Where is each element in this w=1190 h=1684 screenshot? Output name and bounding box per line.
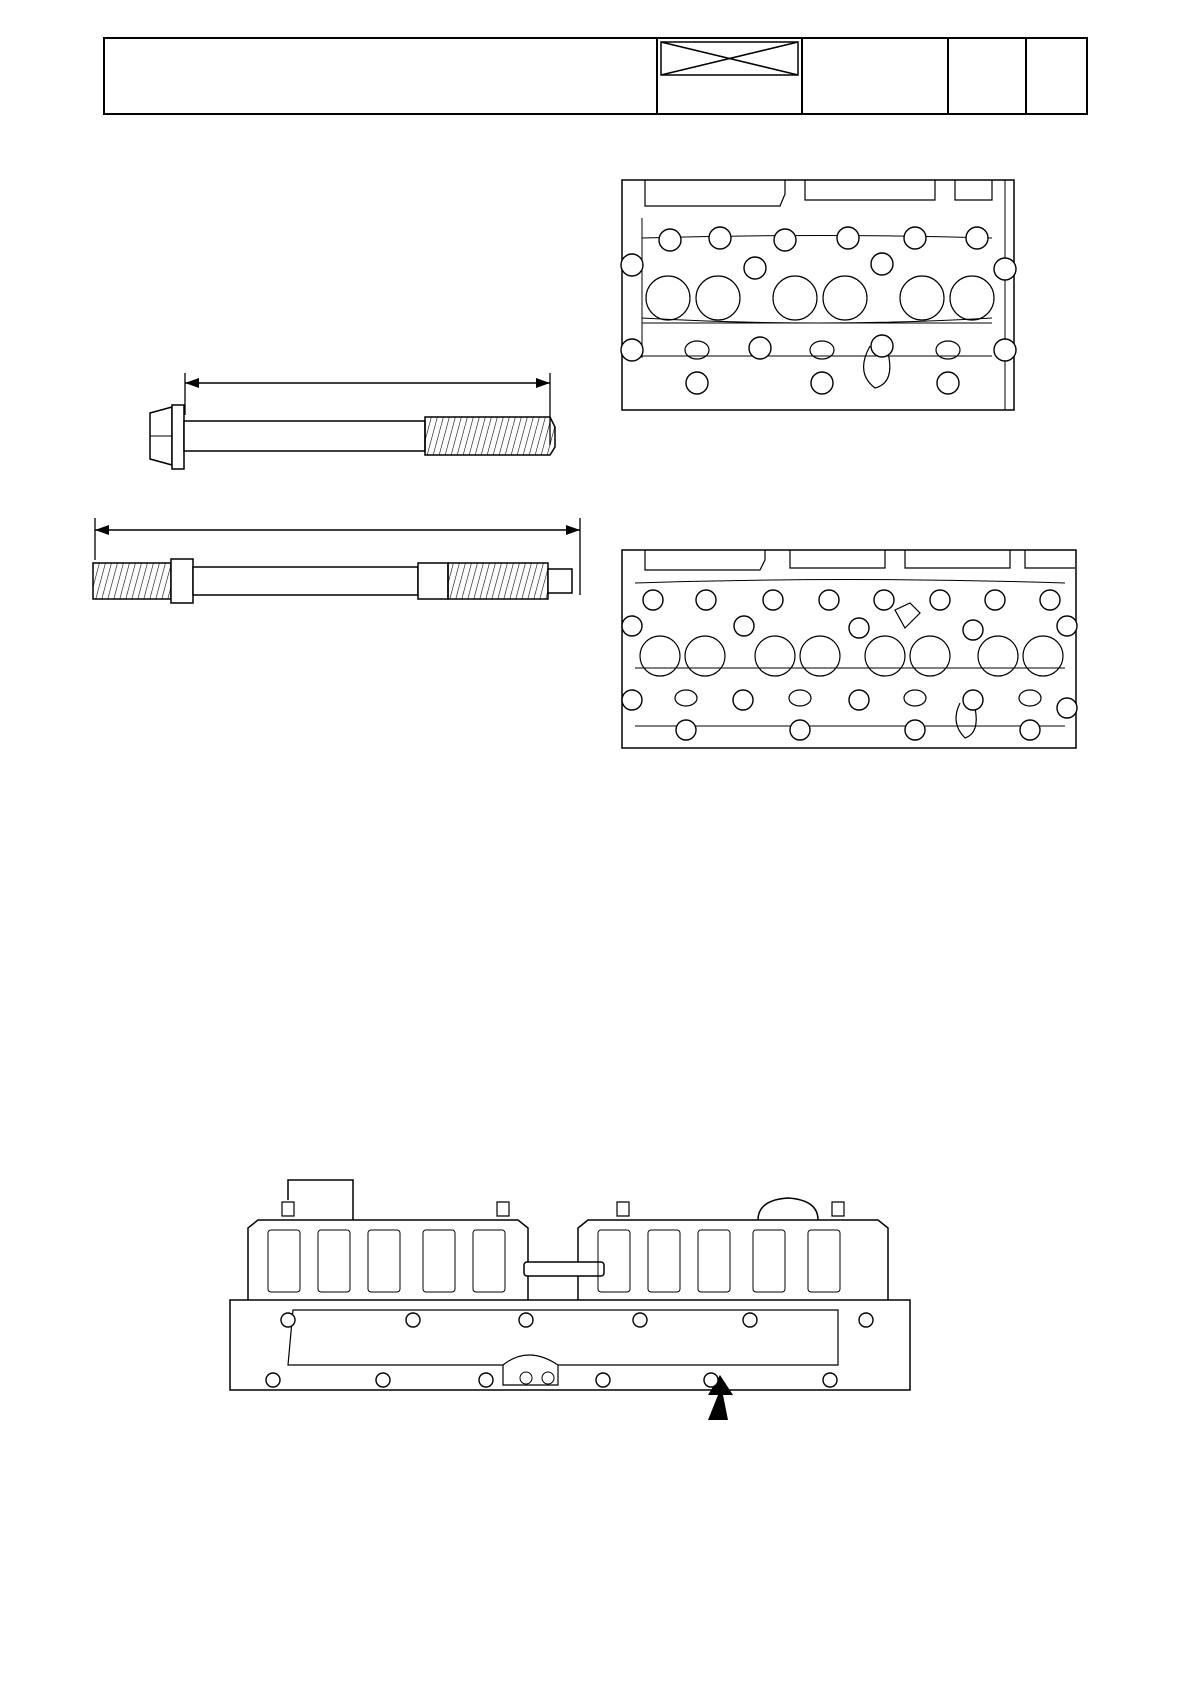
head-bolt-icon [1040,590,1060,610]
rocker-cover-rib [368,1230,400,1292]
head-bolt-icon [871,253,893,275]
valve-seat-icon [978,636,1018,676]
head-bolt-icon [744,257,766,279]
head-bolt-icon [994,339,1016,361]
head-bolt-icon [985,590,1005,610]
head-bolt-icon [904,227,926,249]
manifold-bolt-icon [596,1373,610,1387]
valve-seat-icon [950,276,994,320]
valve-seat-icon [800,636,840,676]
head-bolt-icon [849,618,869,638]
manifold-bolt-icon [406,1313,420,1327]
cylinder-head-4-cylinder-figure [620,178,1020,418]
head-bolt-icon [733,690,753,710]
head-bolt-icon [622,616,642,636]
head-bolt-icon [963,620,983,640]
cylinder-head-bolt-long-stud-figure [88,515,588,605]
valve-seat-icon [773,276,817,320]
exhaust-manifold-assembly-figure [228,1180,928,1430]
injector-port-icon [904,690,926,706]
rocker-cover-rib [648,1230,680,1292]
rocker-cover-rib [423,1230,455,1292]
head-bolt-icon [774,229,796,251]
manifold-bolt-icon [823,1373,837,1387]
manifold-bolt-icon [633,1313,647,1327]
head-bolt-icon [686,372,708,394]
head-bolt-icon [905,720,925,740]
manifold-bolt-icon [704,1373,718,1387]
rocker-cover-rib [808,1230,840,1292]
header-logo-cell [658,39,803,113]
head-bolt-icon [676,720,696,740]
rocker-cover-rib [753,1230,785,1292]
head-bolt-icon [621,339,643,361]
rocker-cover-nut-icon [282,1202,294,1216]
valve-seat-icon [823,276,867,320]
rocker-cover-rib [473,1230,505,1292]
valve-seat-icon [910,636,950,676]
head-bolt-icon [930,590,950,610]
injector-port-icon [675,690,697,706]
cross-mark-icon [658,39,803,117]
head-bolt-icon [749,337,771,359]
head-bolt-icon [811,372,833,394]
valve-seat-icon [640,636,680,676]
rocker-cover-rib [268,1230,300,1292]
head-bolt-icon [1057,616,1077,636]
head-bolt-icon [621,254,643,276]
head-bolt-icon [763,590,783,610]
valve-seat-icon [865,636,905,676]
manifold-bolt-icon [859,1313,873,1327]
head-bolt-icon [1020,720,1040,740]
rocker-cover-rib [598,1230,630,1292]
manifold-bolt-icon [519,1313,533,1327]
head-bolt-icon [966,227,988,249]
head-bolt-icon [709,227,731,249]
manifold-bolt-icon [281,1313,295,1327]
head-bolt-icon [622,690,642,710]
head-bolt-icon [696,590,716,610]
valve-seat-icon [696,276,740,320]
valve-seat-icon [755,636,795,676]
manifold-bolt-icon [479,1373,493,1387]
valve-seat-icon [900,276,944,320]
head-bolt-icon [659,229,681,251]
header-title-cell [105,39,658,113]
head-bolt-icon [994,258,1016,280]
head-bolt-icon [790,720,810,740]
rocker-cover-nut-icon [832,1202,844,1216]
head-bolt-icon [1057,698,1077,718]
head-bolt-icon [874,590,894,610]
cylinder-head-bolt-short-figure [145,365,585,475]
rocker-cover-nut-icon [497,1202,509,1216]
valve-seat-icon [1023,636,1063,676]
header-code-cell [803,39,949,113]
rocker-cover-nut-icon [617,1202,629,1216]
manifold-bolt-icon [376,1373,390,1387]
manifold-bolt-icon [743,1313,757,1327]
header-page-cell [1027,39,1088,113]
head-bolt-icon [734,616,754,636]
valve-seat-icon [646,276,690,320]
manifold-bolt-icon [266,1373,280,1387]
rocker-cover-rib [318,1230,350,1292]
head-bolt-icon [837,227,859,249]
head-bolt-icon [871,335,893,357]
header-table [103,37,1088,115]
injector-port-icon [1019,690,1041,706]
head-bolt-icon [643,590,663,610]
head-bolt-icon [937,372,959,394]
cylinder-head-6-cylinder-figure [620,548,1080,758]
header-section-cell [949,39,1027,113]
injector-port-icon [789,690,811,706]
rocker-cover-rib [698,1230,730,1292]
head-bolt-icon [963,690,983,710]
head-bolt-icon [819,590,839,610]
head-bolt-icon [849,690,869,710]
valve-seat-icon [685,636,725,676]
